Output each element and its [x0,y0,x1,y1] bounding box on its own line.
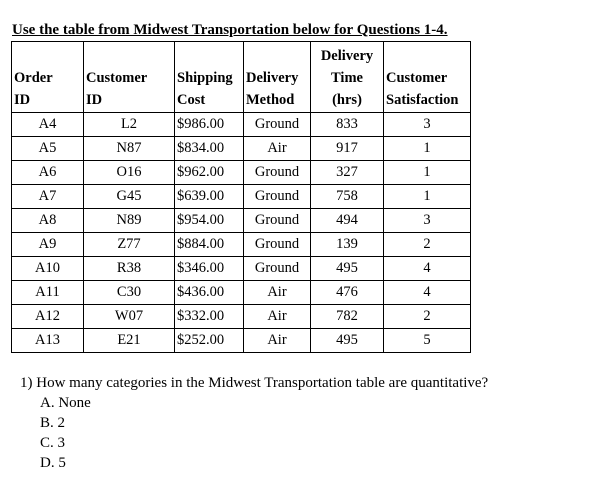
customer-id-cell: E21 [84,329,175,353]
delivery-method-cell: Air [244,305,311,329]
satisfaction-cell: 2 [384,305,471,329]
question-text: 1) How many categories in the Midwest Transportation table are quantitative? [20,375,489,391]
table-row [12,185,471,209]
order-id-cell: A5 [12,137,84,161]
shipping-cost-cell: $962.00 [175,161,244,185]
delivery-time-cell: 327 [311,161,384,185]
table-row [12,209,471,233]
delivery-method-cell: Air [244,281,311,305]
satisfaction-cell: 3 [384,209,471,233]
order-id-cell: A7 [12,185,84,209]
header-order-id: Order ID [12,42,84,113]
header-customer-satisfaction: Customer Satisfaction [384,42,471,113]
satisfaction-cell: 4 [384,281,471,305]
satisfaction-cell: 1 [384,161,471,185]
customer-id-cell: N89 [84,209,175,233]
table-row [12,137,471,161]
option-c[interactable]: C. 3 [40,435,66,451]
shipping-cost-cell: $639.00 [175,185,244,209]
order-id-cell: A9 [12,233,84,257]
customer-id-cell: C30 [84,281,175,305]
delivery-method-cell: Ground [244,113,311,137]
delivery-time-cell: 495 [311,257,384,281]
order-id-cell: A4 [12,113,84,137]
satisfaction-cell: 1 [384,137,471,161]
customer-id-cell: G45 [84,185,175,209]
shipping-cost-cell: $954.00 [175,209,244,233]
delivery-time-cell: 494 [311,209,384,233]
shipping-cost-cell: $346.00 [175,257,244,281]
satisfaction-cell: 4 [384,257,471,281]
delivery-time-cell: 476 [311,281,384,305]
delivery-method-cell: Air [244,137,311,161]
worksheet-title: Use the table from Midwest Transportation below for Questions 1-4. [12,22,448,38]
table-row [12,329,471,353]
shipping-cost-cell: $834.00 [175,137,244,161]
order-id-cell: A13 [12,329,84,353]
satisfaction-cell: 3 [384,113,471,137]
table-row [12,257,471,281]
header-customer-id: Customer ID [84,42,175,113]
satisfaction-cell: 5 [384,329,471,353]
delivery-method-cell: Ground [244,161,311,185]
delivery-time-cell: 139 [311,233,384,257]
header-delivery-method: Delivery Method [244,42,311,113]
delivery-time-cell: 782 [311,305,384,329]
table-row [12,161,471,185]
answer-options [40,393,488,473]
delivery-time-cell: 833 [311,113,384,137]
customer-id-cell: Z77 [84,233,175,257]
shipping-cost-cell: $884.00 [175,233,244,257]
order-id-cell: A8 [12,209,84,233]
delivery-time-cell: 758 [311,185,384,209]
delivery-method-cell: Ground [244,233,311,257]
header-delivery-time: Delivery Time (hrs) [311,42,384,113]
order-id-cell: A10 [12,257,84,281]
customer-id-cell: W07 [84,305,175,329]
header-shipping-cost: Shipping Cost [175,42,244,113]
delivery-method-cell: Ground [244,209,311,233]
transportation-table [11,41,471,353]
table-row [12,305,471,329]
shipping-cost-cell: $332.00 [175,305,244,329]
order-id-cell: A6 [12,161,84,185]
option-b[interactable]: B. 2 [40,415,66,431]
shipping-cost-cell: $252.00 [175,329,244,353]
question-1 [20,373,488,473]
satisfaction-cell: 2 [384,233,471,257]
table-row [12,233,471,257]
option-d[interactable]: D. 5 [40,455,66,471]
delivery-time-cell: 495 [311,329,384,353]
customer-id-cell: R38 [84,257,175,281]
shipping-cost-cell: $986.00 [175,113,244,137]
delivery-method-cell: Ground [244,185,311,209]
table-header-row [12,42,471,113]
satisfaction-cell: 1 [384,185,471,209]
delivery-time-cell: 917 [311,137,384,161]
customer-id-cell: N87 [84,137,175,161]
delivery-method-cell: Air [244,329,311,353]
option-a[interactable]: A. None [40,395,91,411]
table-row [12,113,471,137]
customer-id-cell: L2 [84,113,175,137]
table-row [12,281,471,305]
customer-id-cell: O16 [84,161,175,185]
shipping-cost-cell: $436.00 [175,281,244,305]
order-id-cell: A11 [12,281,84,305]
order-id-cell: A12 [12,305,84,329]
delivery-method-cell: Ground [244,257,311,281]
